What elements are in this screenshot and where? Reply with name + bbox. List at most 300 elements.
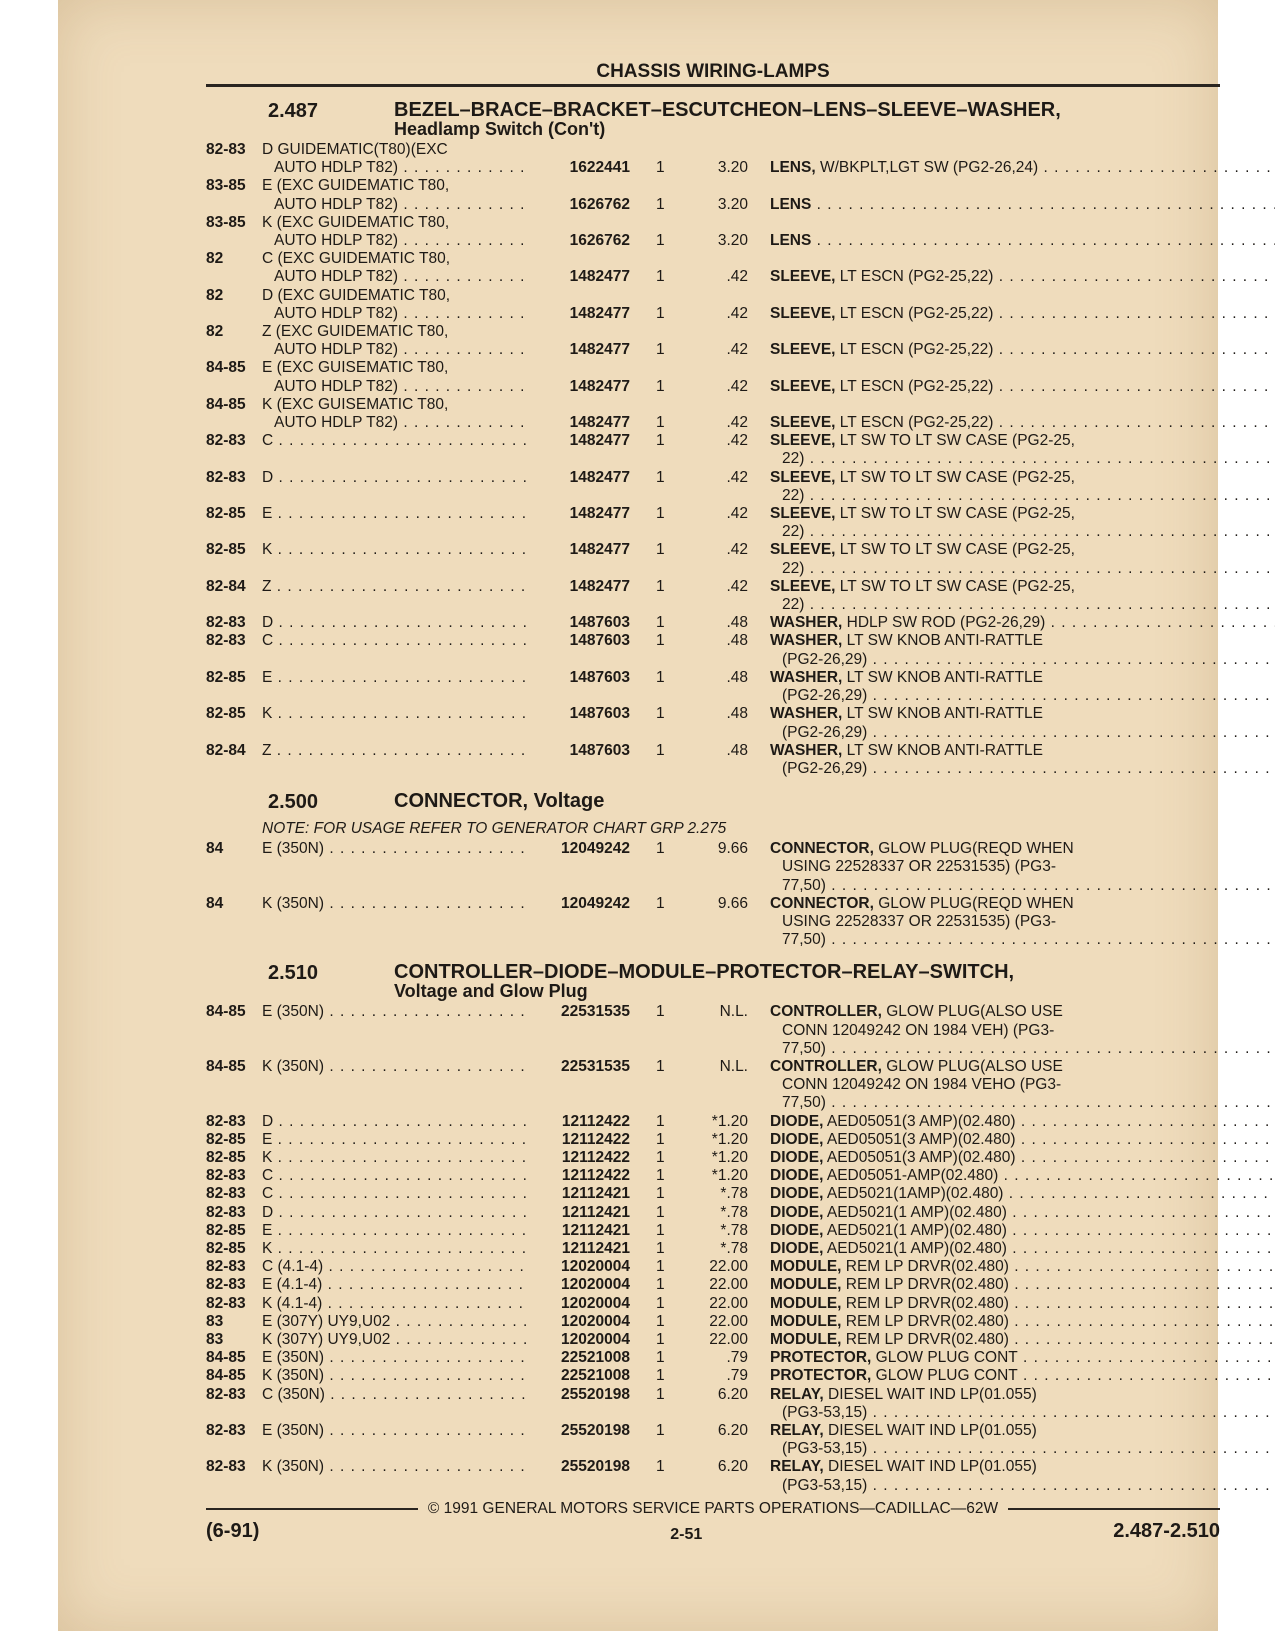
parts-list [206, 1003, 1220, 1494]
price: N.L. [719, 1057, 748, 1075]
description-noun: DIODE, [770, 1148, 824, 1166]
price: .42 [726, 468, 748, 486]
group-range: 2.487-2.510 [1113, 1520, 1220, 1542]
description-cell [770, 1422, 1275, 1458]
description-line [770, 632, 1275, 650]
description-text: LT SW TO LT SW CASE (PG2-25, [835, 432, 1075, 450]
page-footer [206, 1500, 1220, 1544]
description-text: REM LP DRVR(02.480) [841, 1276, 1009, 1294]
price: *.78 [720, 1185, 748, 1203]
part-number: 1482477 [569, 341, 630, 359]
usage-text: D . . . [262, 614, 526, 632]
part-number: 12112421 [561, 1203, 630, 1221]
table-row [206, 141, 1220, 177]
quantity: 1 [656, 1312, 665, 1330]
table-row [206, 396, 1220, 432]
usage-text: E . . . [262, 1131, 526, 1149]
description-text: LT ESCN (PG2-25,22) [835, 414, 994, 432]
price: 6.20 [717, 1385, 748, 1403]
part-number: 1482477 [569, 377, 630, 395]
model-year: 82-83 [206, 1385, 246, 1403]
table-row [206, 1240, 1220, 1258]
description-line [770, 505, 1275, 523]
revision-date: (6-91) [206, 1520, 260, 1542]
description-text: AED5021(1 AMP)(02.480) [823, 1203, 1007, 1221]
usage-text: K . . . [262, 705, 526, 723]
model-year: 84 [206, 894, 224, 912]
quantity: 1 [656, 1349, 665, 1367]
model-year: 84-85 [206, 359, 246, 377]
model-year: 82-83 [206, 614, 246, 632]
usage-cell [262, 1276, 526, 1294]
quantity: 1 [656, 1458, 665, 1476]
quantity: 1 [656, 341, 665, 359]
quantity: 1 [656, 232, 665, 249]
price: N.L. [719, 1003, 748, 1021]
description-noun: MODULE, [770, 1258, 842, 1276]
usage-text: K (EXC GUISEMATIC T80, [262, 395, 449, 413]
description-noun: LENS [770, 195, 812, 213]
usage-cell [262, 1331, 526, 1349]
quantity: 1 [656, 1203, 665, 1221]
description-line [770, 1458, 1275, 1476]
description-cell [770, 432, 1275, 468]
description-text: DIESEL WAIT IND LP(01.055) [823, 1458, 1037, 1476]
quantity: 1 [656, 1112, 665, 1130]
description-line [770, 1131, 1275, 1149]
usage-cell [262, 1367, 526, 1385]
price: .79 [726, 1367, 748, 1385]
usage-text: E (350N) . . . [262, 840, 526, 858]
header-rule [206, 84, 1220, 87]
quantity: 1 [656, 1130, 665, 1148]
price: 9.66 [717, 894, 748, 912]
quantity: 1 [656, 632, 665, 650]
description-noun: DIODE, [770, 1130, 824, 1148]
usage-cell [262, 1058, 526, 1113]
description-cell [770, 1167, 1275, 1185]
description-noun: DIODE, [770, 1185, 824, 1203]
model-year: 83 [206, 1312, 224, 1330]
description-line [770, 614, 1275, 632]
quantity: 1 [656, 840, 665, 858]
usage-text: K (350N) . . . [262, 1058, 526, 1076]
usage-cell [262, 1149, 526, 1167]
description-cell [770, 1240, 1275, 1258]
usage-cell [262, 287, 526, 323]
description-text: AED5021(1 AMP)(02.480) [823, 1239, 1007, 1257]
description-line [770, 1422, 1275, 1440]
description-line [770, 159, 1275, 177]
description-noun: PROTECTOR, [770, 1367, 872, 1385]
price: .48 [726, 668, 748, 686]
part-number: 1487603 [569, 705, 630, 723]
model-year: 83-85 [206, 213, 246, 231]
part-number: 22521008 [561, 1367, 630, 1385]
model-year: 84-85 [206, 395, 246, 413]
usage-cell [262, 669, 526, 705]
table-row [206, 1295, 1220, 1313]
usage-cell [262, 396, 526, 432]
usage-cell [262, 1295, 526, 1313]
quantity: 1 [656, 1057, 665, 1075]
part-number: 12049242 [561, 894, 630, 912]
usage-text: Z (EXC GUIDEMATIC T80, [262, 323, 449, 341]
part-number: 1626762 [569, 195, 630, 213]
table-row [206, 1258, 1220, 1276]
page-content [206, 60, 1220, 1543]
price: .42 [726, 414, 748, 432]
description-text: LT ESCN (PG2-25,22) [835, 341, 994, 359]
description-text: GLOW PLUG(ALSO USE [881, 1057, 1063, 1075]
parts-list [206, 141, 1220, 778]
description-cell [770, 705, 1275, 741]
description-line [770, 414, 1275, 432]
table-row [206, 840, 1220, 895]
quantity: 1 [656, 541, 665, 559]
description-line [770, 341, 1275, 359]
usage-cell [262, 632, 526, 668]
usage-text-cont: AUTO HDLP T82) . . . [274, 268, 526, 286]
model-year: 82-85 [206, 541, 246, 559]
usage-text: C (EXC GUIDEMATIC T80, [262, 250, 451, 268]
usage-cell [262, 177, 526, 213]
table-row [206, 1149, 1220, 1167]
part-number: 12020004 [561, 1276, 630, 1294]
description-cont: CONN 12049242 ON 1984 VEH) (PG3- [782, 1021, 1055, 1039]
usage-text: K (350N) . . . [262, 895, 526, 913]
usage-text-cont: AUTO HDLP T82) . . . [274, 159, 526, 177]
usage-cell [262, 541, 526, 577]
description-noun: DIODE, [770, 1112, 824, 1130]
description-cell [770, 1331, 1275, 1349]
model-year: 83-85 [206, 177, 246, 195]
table-row [206, 1003, 1220, 1058]
description-cell [770, 1276, 1275, 1294]
description-cont: (PG2-26,29) . . . [782, 760, 1275, 778]
model-year: 83 [206, 1330, 224, 1348]
usage-text: K (307Y) UY9,U02 . . . [262, 1331, 526, 1349]
description-line [770, 840, 1275, 858]
description-text: AED5021(1AMP)(02.480) [823, 1185, 1004, 1203]
usage-text: K (4.1-4) . . . [262, 1295, 526, 1313]
model-year: 84-85 [206, 1003, 246, 1021]
description-noun: DIODE, [770, 1239, 824, 1257]
quantity: 1 [656, 1422, 665, 1439]
part-number: 12020004 [561, 1312, 630, 1330]
model-year: 82-83 [206, 632, 246, 650]
table-row [206, 1422, 1220, 1458]
usage-cell [262, 1204, 526, 1222]
part-number: 12020004 [561, 1294, 630, 1312]
table-row [206, 469, 1220, 505]
table-row [206, 1349, 1220, 1367]
price: *1.20 [711, 1167, 748, 1185]
description-text: GLOW PLUG CONT [871, 1367, 1018, 1385]
part-number: 25520198 [561, 1422, 630, 1439]
page-number: 2-51 [670, 1526, 703, 1543]
description-line [770, 895, 1275, 913]
description-text: REM LP DRVR(02.480) [841, 1330, 1009, 1348]
model-year: 82 [206, 286, 224, 304]
description-cell [770, 505, 1275, 541]
model-year: 82-83 [206, 468, 246, 486]
usage-text: E (307Y) UY9,U02 . . . [262, 1313, 526, 1331]
table-row [206, 1058, 1220, 1113]
description-noun: CONNECTOR, [770, 840, 874, 858]
usage-text: E . . . [262, 669, 526, 687]
usage-cell [262, 742, 526, 778]
model-year: 82-85 [206, 1239, 246, 1257]
part-number: 1482477 [569, 468, 630, 486]
usage-cell [262, 895, 526, 950]
description-cont: (PG3-53,15) . . . [782, 1404, 1275, 1422]
usage-text: E (EXC GUIDEMATIC T80, [262, 177, 450, 195]
part-number: 22521008 [561, 1349, 630, 1367]
description-cell [770, 141, 1275, 177]
price: 3.20 [717, 195, 748, 213]
usage-text-cont: AUTO HDLP T82) . . . [274, 232, 526, 250]
description-noun: WASHER, [770, 741, 843, 759]
usage-cell [262, 1167, 526, 1185]
model-year: 82-85 [206, 1130, 246, 1148]
description-line [770, 1258, 1275, 1276]
usage-cell [262, 1313, 526, 1331]
section-number: 2.500 [268, 791, 319, 814]
usage-text: C (350N) . . . [262, 1386, 526, 1404]
quantity: 1 [656, 705, 665, 723]
description-text: LT SW TO LT SW CASE (PG2-25, [835, 577, 1075, 595]
description-text: LT SW TO LT SW CASE (PG2-25, [835, 468, 1075, 486]
description-cont: 22) . . . [782, 450, 1275, 468]
table-row [206, 432, 1220, 468]
description-text: W/BKPLT,LGT SW (PG2-26,24) [815, 159, 1039, 177]
table-row [206, 1386, 1220, 1422]
usage-text: K . . . [262, 1149, 526, 1167]
part-number: 12112422 [561, 1112, 630, 1130]
description-text: LT ESCN (PG2-25,22) [835, 268, 994, 286]
usage-text: E . . . [262, 505, 526, 523]
table-row [206, 1276, 1220, 1294]
description-line [770, 1167, 1275, 1185]
usage-cell [262, 359, 526, 395]
description-cell [770, 1058, 1275, 1113]
model-year: 82-83 [206, 1276, 246, 1294]
price: *1.20 [711, 1130, 748, 1148]
quantity: 1 [656, 377, 665, 395]
parts-list [206, 840, 1220, 949]
section-number: 2.487 [268, 100, 319, 122]
description-cell [770, 287, 1275, 323]
description-noun: SLEEVE, [770, 377, 836, 395]
part-number: 1622441 [569, 159, 630, 177]
description-noun: MODULE, [770, 1312, 842, 1330]
description-line [770, 469, 1275, 487]
description-noun: SLEEVE, [770, 432, 836, 450]
part-number: 25520198 [561, 1385, 630, 1403]
usage-text: C . . . [262, 632, 526, 650]
table-row [206, 1313, 1220, 1331]
description-text: LT SW TO LT SW CASE (PG2-25, [835, 505, 1075, 523]
description-line [770, 1222, 1275, 1240]
description-cont: 77,50) . . . [782, 931, 1275, 949]
price: .48 [726, 632, 748, 650]
description-cell [770, 578, 1275, 614]
price: 22.00 [709, 1330, 748, 1348]
description-text: REM LP DRVR(02.480) [841, 1258, 1009, 1276]
price: .48 [726, 741, 748, 759]
description-line [770, 1313, 1275, 1331]
description-line [770, 1185, 1275, 1203]
page-header: CHASSIS WIRING-LAMPS [596, 61, 830, 82]
description-noun: DIODE, [770, 1203, 824, 1221]
price: 6.20 [717, 1422, 748, 1439]
description-cont: 22) . . . [782, 560, 1275, 578]
description-cell [770, 359, 1275, 395]
description-line [770, 268, 1275, 286]
usage-text-cont: AUTO HDLP T82) . . . [274, 341, 526, 359]
description-line [770, 1276, 1275, 1294]
quantity: 1 [656, 1003, 665, 1021]
description-text: LT ESCN (PG2-25,22) [835, 304, 994, 322]
description-line [770, 1349, 1275, 1367]
usage-cell [262, 1003, 526, 1058]
part-number: 12112421 [561, 1239, 630, 1257]
description-noun: LENS [770, 232, 812, 249]
description-noun: MODULE, [770, 1330, 842, 1348]
usage-cell [262, 1386, 526, 1422]
usage-text: E (EXC GUISEMATIC T80, [262, 359, 449, 377]
section-title: BEZEL–BRACE–BRACKET–ESCUTCHEON–LENS–SLEEVE–WASHER, [394, 99, 1061, 121]
quantity: 1 [656, 159, 665, 177]
part-number: 1482477 [569, 268, 630, 286]
usage-cell [262, 214, 526, 250]
description-cont: 22) . . . [782, 487, 1275, 505]
part-number: 12112421 [561, 1185, 630, 1203]
description-text: GLOW PLUG(ALSO USE [881, 1003, 1063, 1021]
table-row [206, 177, 1220, 213]
price: 22.00 [709, 1312, 748, 1330]
description-text: GLOW PLUG CONT [871, 1349, 1018, 1367]
description-cell [770, 1149, 1275, 1167]
quantity: 1 [656, 505, 665, 523]
table-row [206, 1331, 1220, 1349]
description-text: DIESEL WAIT IND LP(01.055) [823, 1385, 1037, 1403]
price: .42 [726, 377, 748, 395]
description-cell [770, 396, 1275, 432]
description-cell [770, 1185, 1275, 1203]
usage-text-cont: AUTO HDLP T82) . . . [274, 378, 526, 396]
section-subtitle: Headlamp Switch (Con't) [394, 119, 606, 139]
description-cell [770, 323, 1275, 359]
description-cont: 77,50) . . . [782, 877, 1275, 895]
table-row [206, 541, 1220, 577]
part-number: 12020004 [561, 1330, 630, 1348]
description-text: GLOW PLUG(REQD WHEN [873, 894, 1074, 912]
price: 3.20 [717, 159, 748, 177]
model-year: 84-85 [206, 1367, 246, 1385]
part-number: 22531535 [561, 1003, 630, 1021]
usage-text: K (350N) . . . [262, 1458, 526, 1476]
usage-cell [262, 250, 526, 286]
description-cell [770, 1295, 1275, 1313]
description-cont: 22) . . . [782, 596, 1275, 614]
description-text: REM LP DRVR(02.480) [841, 1294, 1009, 1312]
description-line [770, 742, 1275, 760]
description-text: LT SW TO LT SW CASE (PG2-25, [835, 541, 1075, 559]
usage-text: C . . . [262, 1167, 526, 1185]
description-cell [770, 1131, 1275, 1149]
description-text: LT SW KNOB ANTI-RATTLE [842, 741, 1044, 759]
description-noun: SLEEVE, [770, 468, 836, 486]
description-line [770, 578, 1275, 596]
price: .48 [726, 614, 748, 632]
description-line [770, 305, 1275, 323]
description-text: LT SW KNOB ANTI-RATTLE [842, 705, 1044, 723]
section-subtitle: Voltage and Glow Plug [394, 981, 588, 1002]
quantity: 1 [656, 1167, 665, 1185]
description-noun: WASHER, [770, 614, 843, 632]
description-cell [770, 177, 1275, 213]
usage-cell [262, 323, 526, 359]
table-row [206, 614, 1220, 632]
table-row [206, 1222, 1220, 1240]
description-text: REM LP DRVR(02.480) [841, 1312, 1009, 1330]
price: *1.20 [711, 1112, 748, 1130]
description-noun: WASHER, [770, 632, 843, 650]
quantity: 1 [656, 304, 665, 322]
quantity: 1 [656, 1294, 665, 1312]
usage-text: D . . . [262, 1113, 526, 1131]
description-line [770, 1240, 1275, 1258]
description-text: HDLP SW ROD (PG2-26,29) [842, 614, 1046, 632]
model-year: 82-83 [206, 1294, 246, 1312]
description-cont: (PG3-53,15) . . . [782, 1477, 1275, 1495]
table-row [206, 323, 1220, 359]
price: *.78 [720, 1221, 748, 1239]
quantity: 1 [656, 1239, 665, 1257]
price: *.78 [720, 1203, 748, 1221]
description-text: GLOW PLUG(REQD WHEN [873, 840, 1074, 858]
part-number: 1482477 [569, 432, 630, 450]
table-row [206, 578, 1220, 614]
quantity: 1 [656, 577, 665, 595]
description-cell [770, 669, 1275, 705]
price: 22.00 [709, 1276, 748, 1294]
description-cell [770, 1349, 1275, 1367]
model-year: 84-85 [206, 1057, 246, 1075]
description-line [770, 1386, 1275, 1404]
price: 3.20 [717, 232, 748, 249]
table-row [206, 1458, 1220, 1494]
part-number: 1487603 [569, 614, 630, 632]
description-cell [770, 1313, 1275, 1331]
model-year: 82 [206, 250, 224, 268]
section-2-487 [206, 101, 1220, 778]
usage-text: C . . . [262, 1185, 526, 1203]
usage-cell [262, 432, 526, 468]
model-year: 82-84 [206, 741, 246, 759]
description-noun: MODULE, [770, 1294, 842, 1312]
usage-cell [262, 1422, 526, 1458]
price: .42 [726, 577, 748, 595]
table-row [206, 1367, 1220, 1385]
description-line [770, 1367, 1275, 1385]
usage-text: C . . . [262, 432, 526, 450]
part-number: 1487603 [569, 741, 630, 759]
description-cell [770, 1367, 1275, 1385]
catalog-page [58, 0, 1218, 1631]
